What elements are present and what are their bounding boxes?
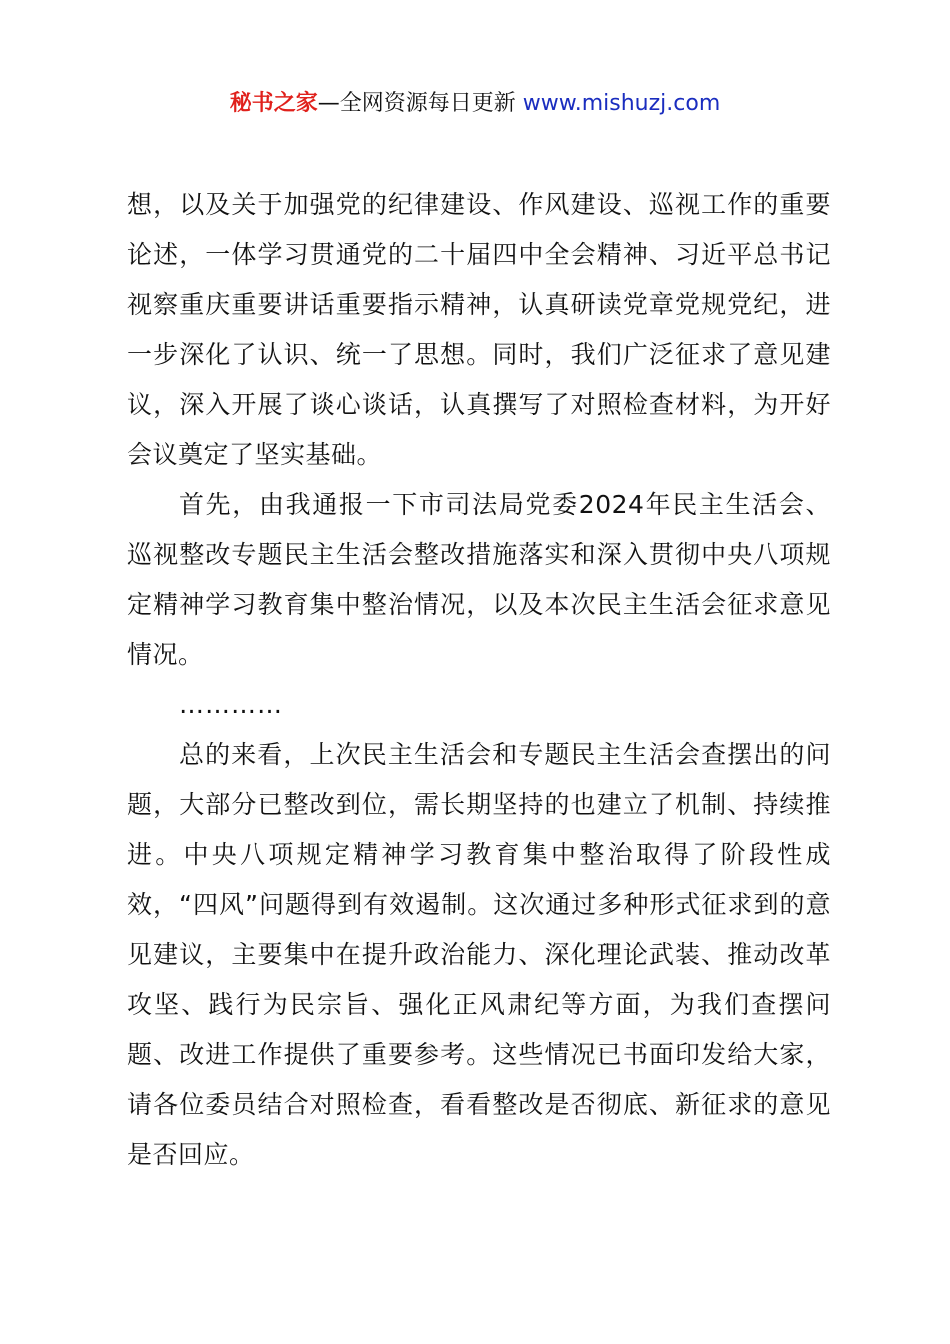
- header-dash: —: [317, 91, 340, 116]
- paragraph-summary: 总的来看，上次民主生活会和专题民主生活会查摆出的问题，大部分已整改到位，需长期坚持的也建立了机制、持续推进。中央八项规定精神学习教育集中整治取得了阶段性成效，“四风”问题得到有效遏制。这次通过多种形式征求到的意见建议，主要集中在提升政治能力、深化理论武装、推动改革攻坚、践行为民宗旨、强化正风肃纪等方面，为我们查摆问题、改进工作提供了重要参考。这些情况已书面印发给大家，请各位委员结合对照检查，看看整改是否彻底、新征求的意见是否回应。: [127, 740, 831, 1169]
- header-brand: 秘书之家: [229, 91, 318, 116]
- paragraph-ellipsis: …………: [179, 690, 283, 719]
- header-url-link[interactable]: www.mishuzj.com: [522, 91, 721, 116]
- paragraph-continuation: 想，以及关于加强党的纪律建设、作风建设、巡视工作的重要论述，一体学习贯通党的二十届四中全会精神、习近平总书记视察重庆重要讲话重要指示精神，认真研读党章党规党纪，进一步深化了认识、统一了思想。同时，我们广泛征求了意见建议，深入开展了谈心谈话，认真撰写了对照检查材料，为开好会议奠定了坚实基础。: [127, 190, 831, 469]
- page-header: [0, 88, 950, 120]
- paragraph-report-intro: 首先，由我通报一下市司法局党委2024年民主生活会、巡视整改专题民主生活会整改措施落实和深入贯彻中央八项规定精神学习教育集中整治情况，以及本次民主生活会征求意见情况。: [127, 490, 831, 669]
- header-tagline: 全网资源每日更新: [339, 91, 516, 116]
- document-body: [127, 180, 831, 1180]
